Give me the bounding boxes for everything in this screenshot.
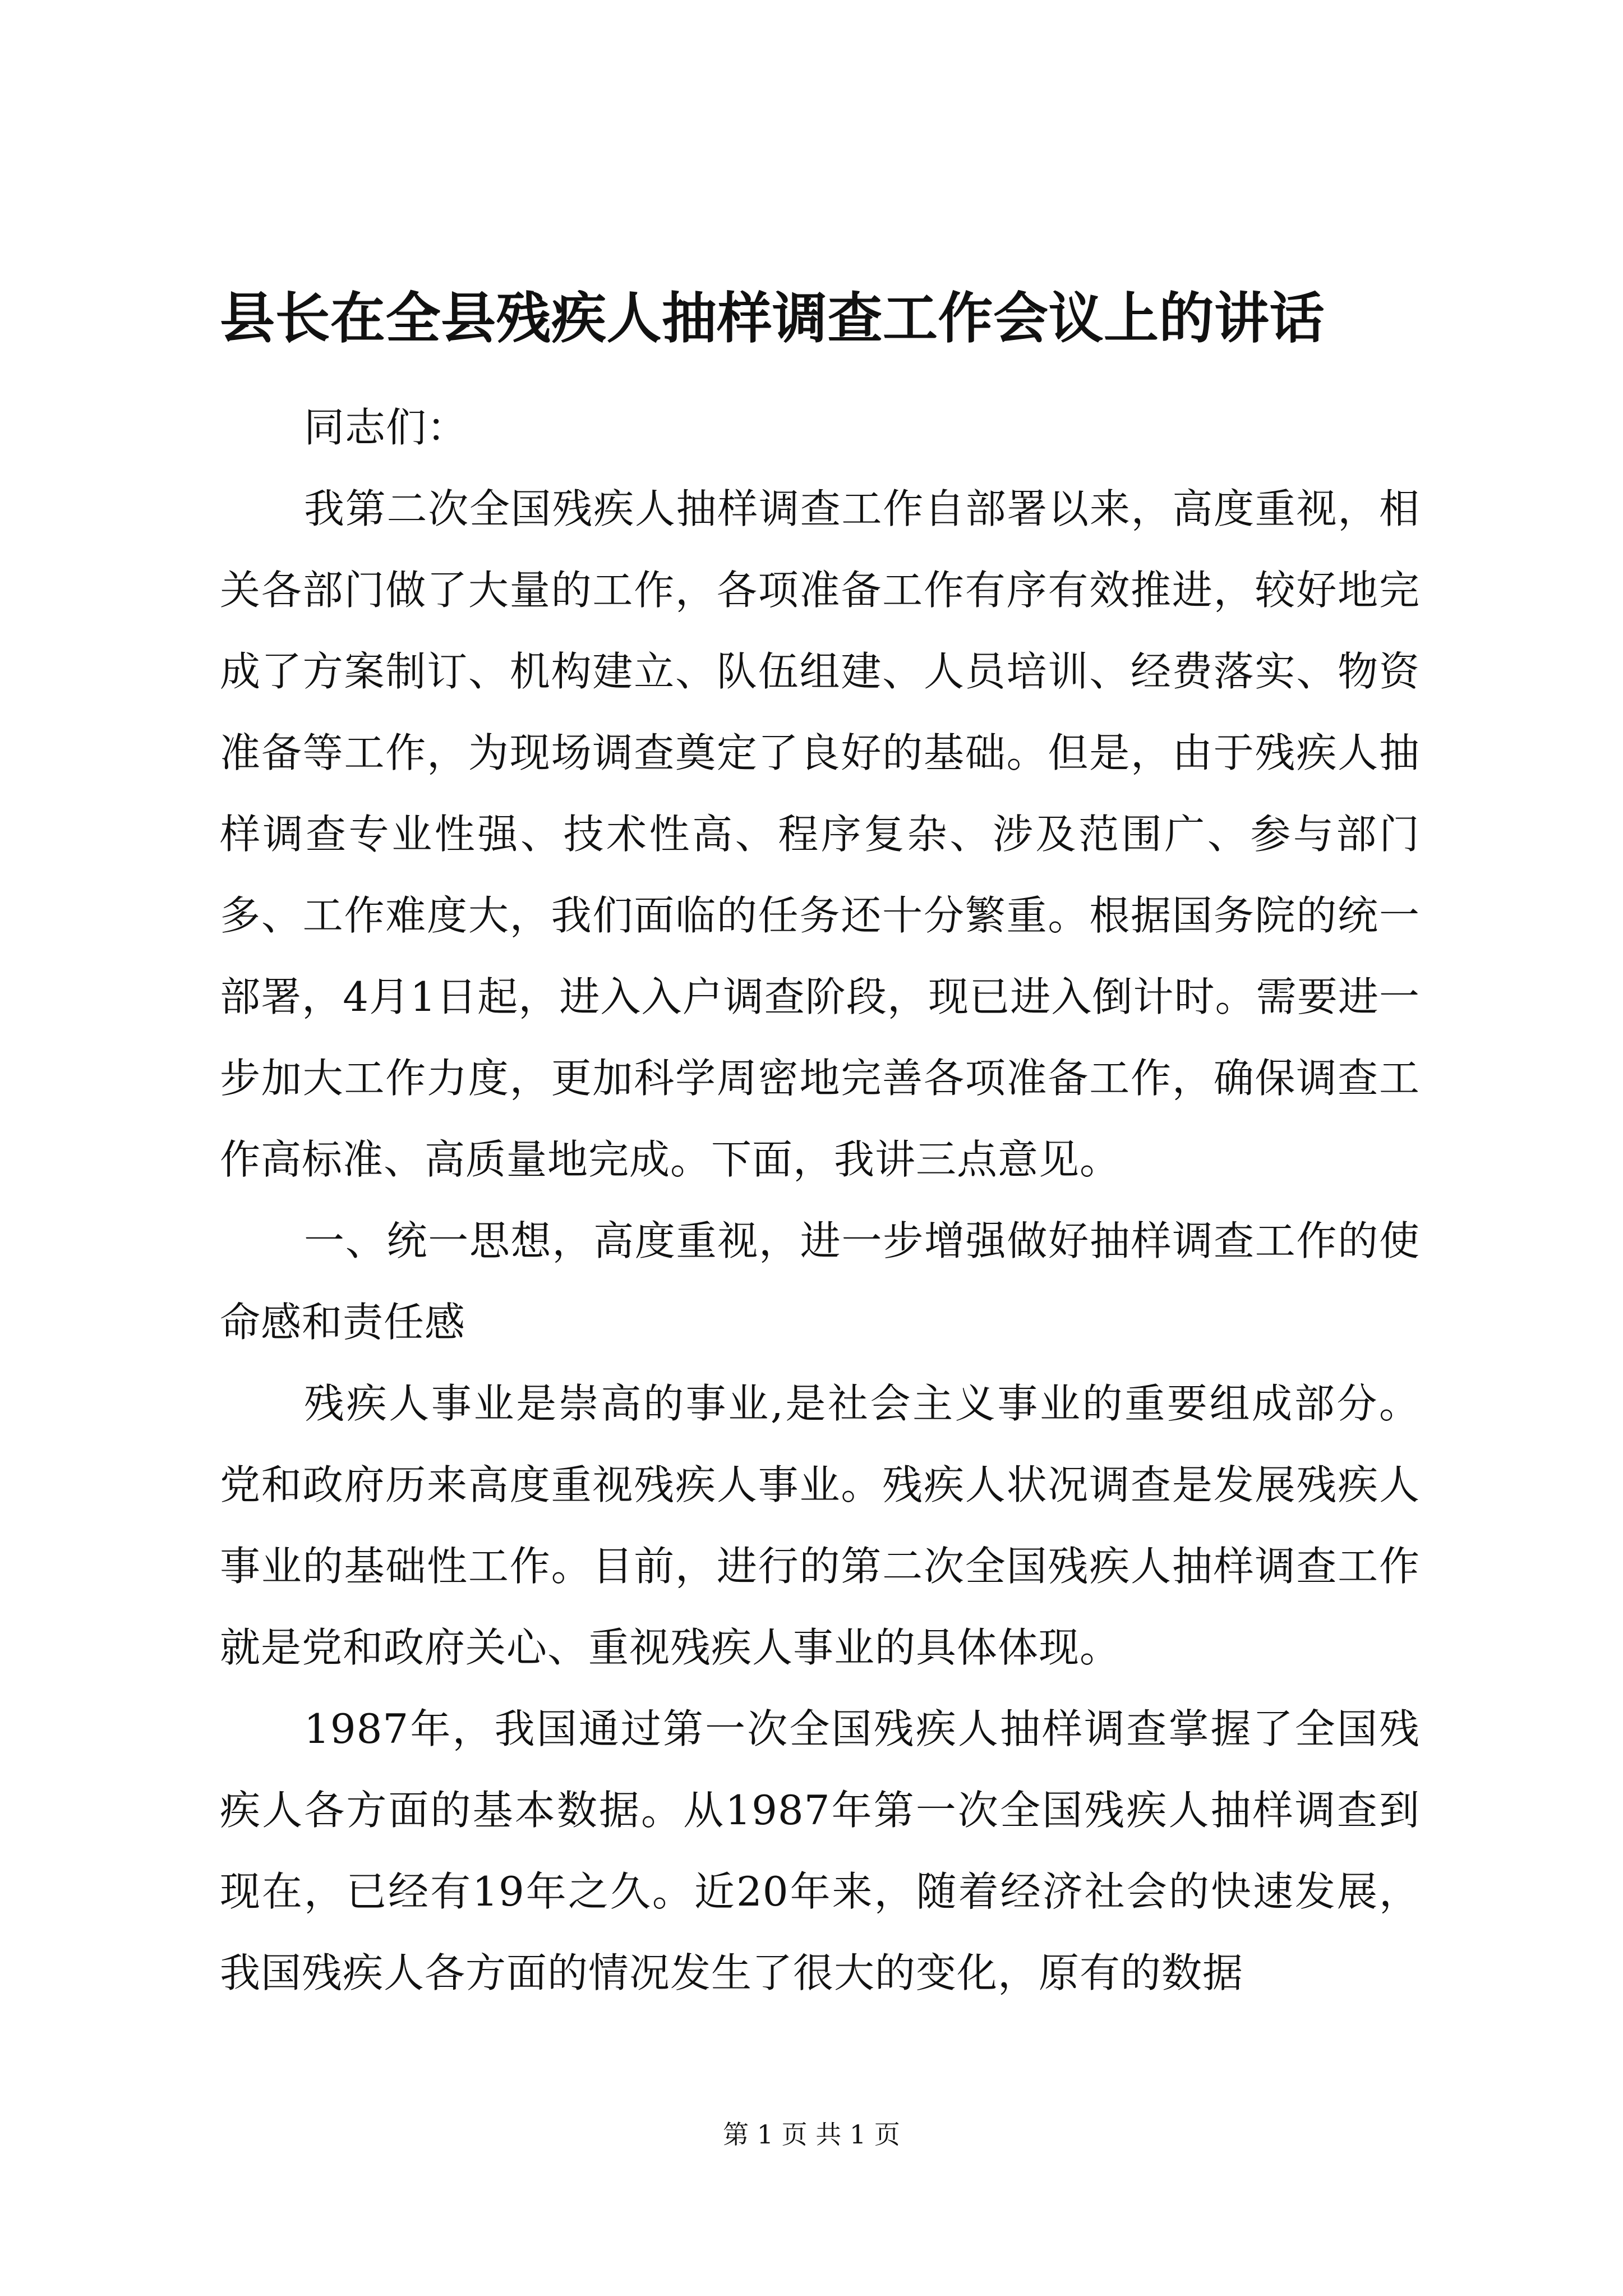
body-paragraph: 残疾人事业是崇高的事业,是社会主义事业的重要组成部分。党和政府历来高度重视残疾人事业。残疾人状况调查是发展残疾人事业的基础性工作。目前，进行的第二次全国残疾人抽样调查工作就是党和政府关心、重视残疾人事业的具体体现。 bbox=[220, 1380, 1420, 1671]
document-title: 县长在全县残疾人抽样调查工作会议上的讲话 bbox=[220, 286, 1325, 351]
salutation-paragraph: 同志们： bbox=[304, 404, 468, 451]
page-number-footer: 第 1 页 共 1 页 bbox=[723, 2119, 900, 2150]
body-paragraph: 我第二次全国残疾人抽样调查工作自部署以来，高度重视，相关各部门做了大量的工作，各项准备工作有序有效推进，较好地完成了方案制订、机构建立、队伍组建、人员培训、经费落实、物资准备等工作，为现场调查奠定了良好的基础。但是，由于残疾人抽样调查专业性强、技术性高、程序复杂、涉及范围广、参与部门多、工作难度大，我们面临的任务还十分繁重。根据国务院的统一部署，4月1日起，进入入户调查阶段，现已进入倒计时。需要进一步加大工作力度，更加科学周密地完善各项准备工作，确保调查工作高标准、高质量地完成。下面，我讲三点意见。 bbox=[220, 485, 1420, 1183]
section-heading: 一、统一思想，高度重视，进一步增强做好抽样调查工作的使命感和责任感 bbox=[220, 1217, 1420, 1346]
body-paragraph: 1987年，我国通过第一次全国残疾人抽样调查掌握了全国残疾人各方面的基本数据。从1987年第一次全国残疾人抽样调查到现在，已经有19年之久。近20年来，随着经济社会的快速发展，我国残疾人各方面的情况发生了很大的变化，原有的数据 bbox=[220, 1705, 1420, 1996]
document-body bbox=[220, 387, 1420, 2014]
